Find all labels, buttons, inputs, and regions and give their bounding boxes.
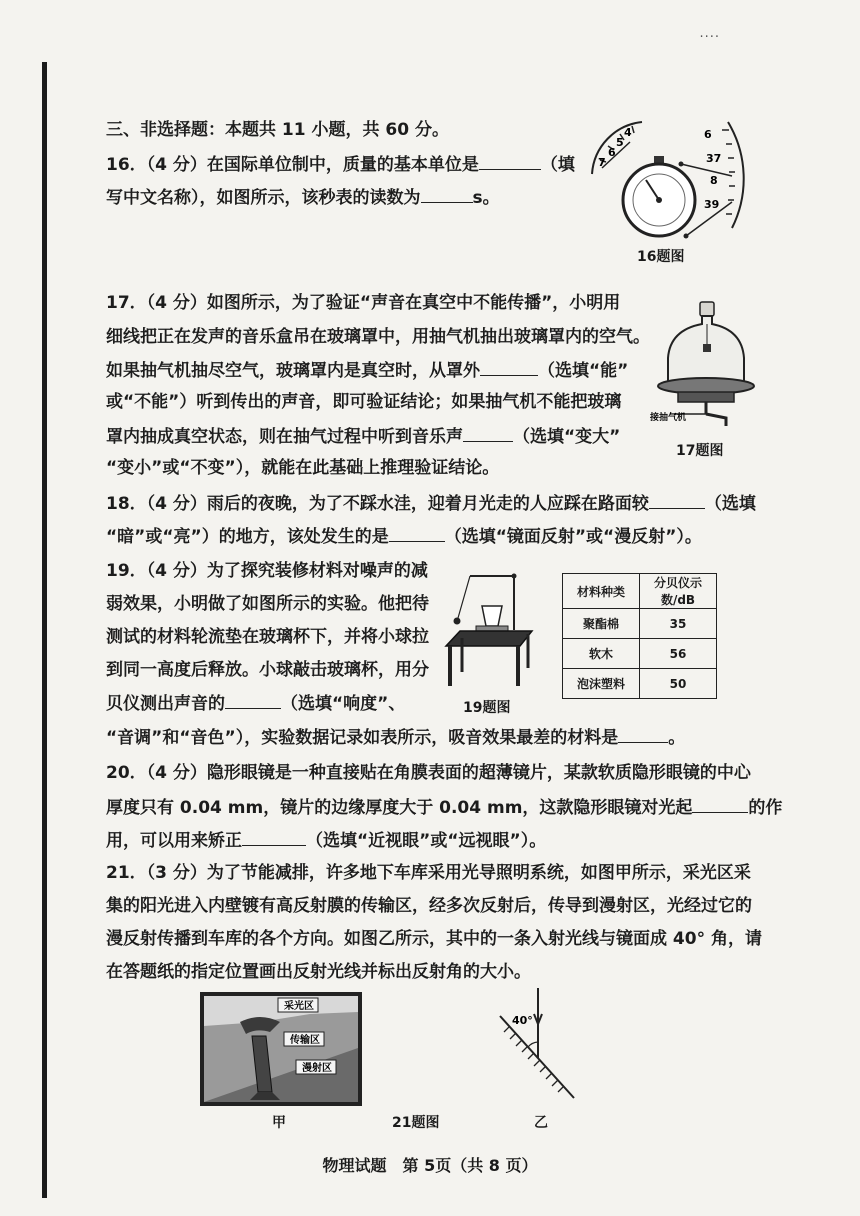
q19-line-4: 到同一高度后释放。小球敲击玻璃杯，用分 — [106, 660, 429, 680]
photo-label-diffuse: 漫射区 — [302, 1063, 332, 1074]
dial-small-num: 5 — [616, 136, 624, 149]
q19-text-5a: 贝仪测出声音的 — [106, 694, 225, 714]
table-row — [563, 609, 717, 639]
q20-text-2a: 厚度只有 0.04 mm，镜片的边缘厚度大于 0.04 mm，这款隐形眼镜对光起 — [106, 798, 693, 818]
q19-line-5 — [106, 690, 405, 716]
table-experiment-figure — [436, 568, 540, 692]
q21-line-2: 集的阳光进入内壁镀有高反射膜的传输区，经多次反射后，传导到漫射区，光经过它的 — [106, 896, 752, 916]
dial-small-num: 4 — [624, 126, 632, 139]
dial-big-num: 6 — [704, 128, 712, 141]
table-row — [563, 669, 717, 699]
section-title: 三、非选择题：本题共 11 小题，共 60 分。 — [106, 120, 449, 140]
dial-small-num: 7 — [598, 156, 606, 169]
table-cell-material: 聚酯棉 — [563, 609, 640, 639]
q18-text-1a: 18．（4 分）雨后的夜晚，为了不踩水洼，迎着月光走的人应踩在路面较 — [106, 494, 649, 514]
q16-text-2b: s。 — [472, 188, 500, 208]
q18-line-1 — [106, 490, 756, 516]
q19-line-6 — [106, 724, 685, 750]
dial-small-num: 6 — [608, 146, 616, 159]
table-cell-value: 50 — [640, 669, 717, 699]
q19-blank-1 — [225, 690, 281, 709]
label-jia: 甲 — [272, 1115, 286, 1131]
q21-line-4: 在答题纸的指定位置画出反射光线并标出反射角的大小。 — [106, 962, 531, 982]
q17-text-3a: 如果抽气机抽尽空气，玻璃罩内是真空时，从罩外 — [106, 361, 480, 381]
q16-text-1b: （填 — [540, 155, 575, 175]
q16-line-1 — [106, 151, 575, 177]
q16-text-2a: 写中文名称），如图所示，该秒表的读数为 — [106, 188, 421, 208]
table-row — [563, 639, 717, 669]
q19-text-6a: “音调”和“音色”），实验数据记录如表所示，吸音效果最差的材料是 — [106, 728, 619, 748]
q16-blank-2 — [421, 184, 473, 203]
q20-text-2b: 的作 — [748, 798, 783, 818]
page-footer: 物理试题 第 5页（共 8 页） — [322, 1156, 538, 1175]
q16-blank-1 — [479, 151, 541, 170]
q19-text-5b: （选填“响度”、 — [281, 694, 406, 714]
q18-text-1b: （选填 — [704, 494, 756, 514]
q19-line-3: 测试的材料轮流垫在玻璃杯下，并将小球拉 — [106, 627, 429, 647]
q19-line-2: 弱效果，小明做了如图所示的实验。他把待 — [106, 594, 429, 614]
table-header-cell: 材料种类 — [563, 574, 640, 609]
q18-text-2a: “暗”或“亮”）的地方，该处发生的是 — [106, 527, 389, 547]
light-guide-photo — [200, 992, 362, 1106]
q19-line-1: 19．（4 分）为了探究装修材料对噪声的减 — [106, 561, 428, 581]
q20-blank-1 — [692, 794, 748, 813]
q17-text-5b: （选填“变大” — [513, 427, 621, 447]
q21-line-3: 漫反射传播到车库的各个方向。如图乙所示，其中的一条入射光线与镜面成 40° 角，请 — [106, 929, 762, 949]
q18-blank-2 — [389, 523, 445, 542]
q20-line-1: 20．（4 分）隐形眼镜是一种直接贴在角膜表面的超薄镜片，某款软质隐形眼镜的中心 — [106, 763, 751, 783]
stopwatch-figure — [586, 112, 746, 247]
q20-text-3a: 用，可以用来矫正 — [106, 831, 242, 851]
q20-line-3 — [106, 827, 546, 853]
mirror-diagram — [490, 986, 590, 1110]
binding-line — [42, 62, 47, 1198]
stopwatch-body — [623, 156, 695, 236]
q17-text-3b: （选填“能” — [538, 361, 629, 381]
q20-text-3b: （选填“近视眼”或“远视眼”）。 — [306, 831, 547, 851]
q18-text-2b: （选填“镜面反射”或“漫反射”）。 — [444, 527, 702, 547]
q19-caption: 19题图 — [463, 700, 511, 716]
photo-label-collect: 采光区 — [284, 1001, 314, 1012]
pump-label: 接抽气机 — [650, 413, 687, 423]
q17-caption: 17题图 — [676, 443, 724, 459]
decibel-table — [562, 573, 717, 699]
q17-text-5a: 罩内抽成真空状态，则在抽气过程中听到音乐声 — [106, 427, 463, 447]
dial-big-num: 8 — [710, 174, 718, 187]
q16-text-1a: 16．（4 分）在国际单位制中，质量的基本单位是 — [106, 155, 479, 175]
label-yi: 乙 — [534, 1115, 548, 1131]
table-cell-value: 35 — [640, 609, 717, 639]
q16-line-2 — [106, 184, 500, 210]
q20-blank-2 — [242, 827, 306, 846]
q17-line-5 — [106, 423, 620, 449]
q18-line-2 — [106, 523, 702, 549]
q17-blank-2 — [463, 423, 513, 442]
angle-label: 40° — [512, 1014, 533, 1027]
photo-label-transmit: 传输区 — [290, 1035, 320, 1046]
q18-blank-1 — [649, 490, 705, 509]
dial-big-num: 39 — [704, 198, 720, 211]
q17-line-4: 或“不能”）听到传出的声音，即可验证结论；如果抽气机不能把玻璃 — [106, 392, 622, 412]
q17-blank-1 — [480, 357, 538, 376]
stopwatch-small-dial — [592, 122, 642, 174]
table-header-row — [563, 574, 717, 609]
q19-text-6b: 。 — [668, 728, 686, 748]
table-cell-material: 软木 — [563, 639, 640, 669]
q21-caption: 21题图 — [392, 1115, 440, 1131]
q17-line-2: 细线把正在发声的音乐盒吊在玻璃罩中，用抽气机抽出玻璃罩内的空气。 — [106, 327, 650, 347]
dial-big-num: 37 — [706, 152, 722, 165]
q19-blank-2 — [618, 724, 668, 743]
table-header-cell: 分贝仪示数/dB — [640, 574, 717, 609]
q17-line-6: “变小”或“不变”），就能在此基础上推理验证结论。 — [106, 458, 500, 478]
table-cell-material: 泡沫塑料 — [563, 669, 640, 699]
q20-line-2 — [106, 794, 782, 820]
q21-line-1: 21．（3 分）为了节能减排，许多地下车库采用光导照明系统，如图甲所示，采光区采 — [106, 863, 751, 883]
bell-jar-figure — [648, 298, 758, 436]
q17-line-1: 17．（4 分）如图所示，为了验证“声音在真空中不能传播”，小明用 — [106, 293, 621, 313]
table-cell-value: 56 — [640, 639, 717, 669]
q17-line-3 — [106, 357, 628, 383]
q16-caption: 16题图 — [637, 249, 685, 265]
corner-mark: .... — [699, 26, 720, 41]
